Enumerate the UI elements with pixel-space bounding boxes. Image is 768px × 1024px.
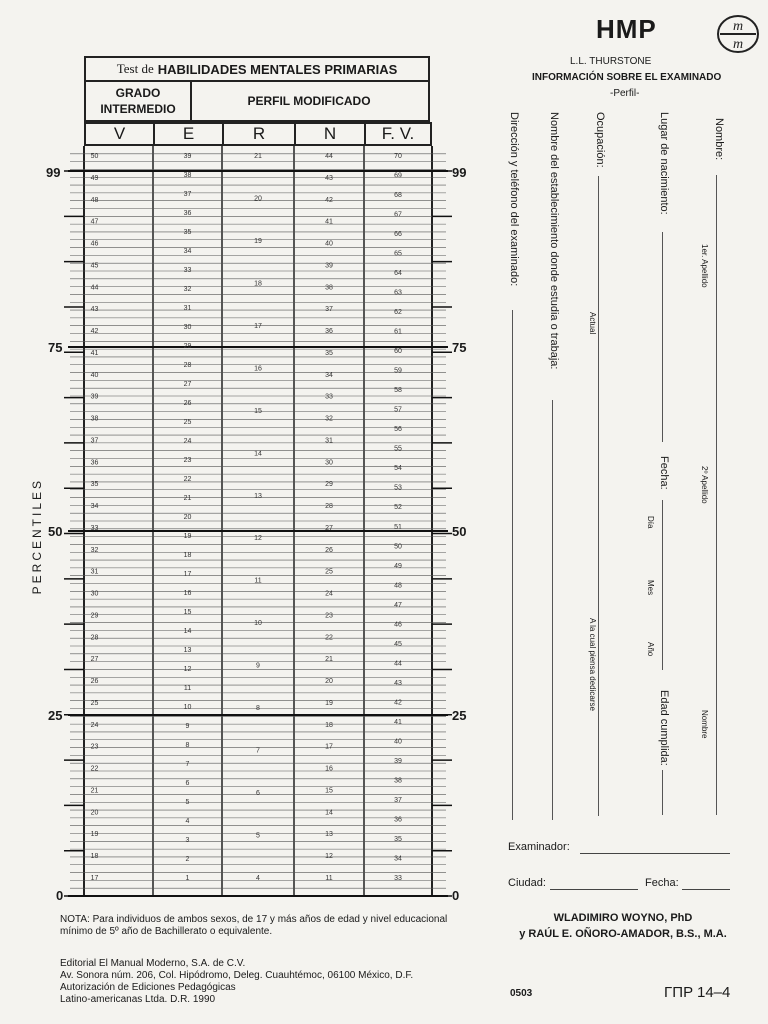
score-label-fv: 40 — [394, 738, 402, 746]
lugar-nacimiento-label: Lugar de nacimiento: — [658, 112, 670, 215]
score-label-e: 34 — [183, 248, 192, 255]
score-label-fv: 34 — [394, 855, 402, 863]
score-label-e: 8 — [185, 742, 190, 749]
score-label-e: 3 — [185, 837, 190, 844]
score-label-fv: 62 — [394, 309, 402, 317]
score-label-v: 22 — [90, 765, 99, 773]
score-label-fv: 44 — [394, 660, 402, 668]
score-label-fv: 59 — [394, 367, 402, 375]
score-label-r: 13 — [254, 492, 262, 500]
score-label-fv: 50 — [394, 543, 402, 551]
score-label-v: 27 — [90, 656, 99, 664]
score-label-e: 7 — [185, 761, 190, 768]
nota-text: NOTA: Para individuos de ambos sexos, de 17 y más años de edad y nivel educacional mínimo de 5º año de Bachillerato o equivalente. — [60, 914, 448, 937]
authors-line2: y RAÚL E. OÑORO-AMADOR, B.S., M.A. — [519, 928, 727, 940]
score-label-fv: 41 — [394, 718, 402, 726]
fecha-label: Fecha: — [658, 456, 670, 490]
score-label-n: 37 — [325, 306, 333, 314]
ocupacion-line[interactable] — [598, 176, 599, 816]
score-label-e: 30 — [183, 324, 192, 331]
score-label-r: 19 — [254, 237, 262, 245]
author-name: L.L. THURSTONE — [570, 56, 652, 67]
score-label-v: 35 — [90, 481, 99, 489]
grade-line2: INTERMEDIO — [100, 102, 176, 116]
score-label-fv: 63 — [394, 289, 402, 297]
score-label-n: 23 — [325, 612, 333, 620]
score-label-fv: 47 — [394, 601, 402, 609]
column-header-r: R — [222, 122, 296, 146]
form-code: 0503 — [510, 988, 533, 999]
percentile-0-right: 0 — [452, 888, 460, 903]
score-label-n: 38 — [325, 284, 333, 292]
percentile-50-left: 50 — [48, 524, 63, 539]
score-label-v: 40 — [90, 371, 99, 379]
score-label-e: 33 — [183, 267, 192, 274]
score-label-r: 16 — [254, 365, 262, 373]
score-label-n: 42 — [325, 196, 333, 204]
score-label-v: 42 — [90, 328, 99, 336]
score-label-fv: 69 — [394, 172, 402, 180]
score-label-v: 39 — [90, 393, 99, 401]
score-label-n: 40 — [325, 240, 333, 248]
score-label-fv: 60 — [394, 348, 402, 356]
score-label-fv: 45 — [394, 640, 402, 648]
establecimiento-label: Nombre del establecimiento donde estudia o trabaja: — [548, 112, 560, 370]
apellido2-caption: 2º Apellido — [700, 466, 709, 504]
actual-caption: Actual — [588, 312, 597, 335]
score-label-n: 43 — [325, 174, 333, 182]
score-label-fv: 48 — [394, 582, 402, 590]
score-label-fv: 39 — [394, 757, 402, 765]
score-label-e: 22 — [183, 476, 192, 483]
score-label-e: 15 — [183, 609, 192, 616]
direccion-label: Dirección y teléfono del examinado: — [508, 112, 520, 287]
nombre-line[interactable] — [716, 175, 717, 815]
score-label-n: 24 — [325, 590, 333, 598]
score-label-fv: 33 — [394, 875, 402, 882]
score-label-r: 11 — [254, 577, 262, 585]
score-label-e: 20 — [183, 514, 192, 521]
percentile-75-right: 75 — [452, 340, 467, 355]
score-label-n: 30 — [325, 459, 333, 467]
score-label-n: 22 — [325, 634, 333, 642]
score-label-e: 39 — [183, 153, 192, 160]
score-label-v: 41 — [90, 349, 99, 357]
score-label-e: 6 — [185, 780, 190, 787]
score-label-n: 16 — [325, 765, 333, 773]
score-label-n: 29 — [325, 481, 333, 489]
ciudad-line[interactable] — [550, 889, 638, 890]
score-label-v: 47 — [90, 218, 99, 226]
test-title-prefix: Test de — [116, 61, 154, 76]
direccion-line[interactable] — [512, 310, 513, 820]
anio-caption: Año — [646, 642, 655, 657]
score-label-v: 44 — [90, 284, 99, 292]
score-label-fv: 36 — [394, 816, 402, 824]
score-label-n: 17 — [325, 743, 333, 751]
establecimiento-line[interactable] — [552, 400, 553, 820]
score-label-e: 38 — [183, 172, 192, 179]
score-label-fv: 49 — [394, 562, 402, 570]
score-label-n: 20 — [325, 678, 333, 686]
score-label-e: 18 — [183, 552, 192, 559]
score-label-n: 26 — [325, 546, 333, 554]
score-label-e: 12 — [183, 666, 192, 673]
score-label-fv: 52 — [394, 504, 402, 512]
score-label-fv: 64 — [394, 270, 402, 278]
score-label-e: 13 — [183, 647, 192, 654]
score-label-r: 12 — [254, 535, 262, 543]
score-label-v: 50 — [90, 153, 99, 160]
score-label-fv: 58 — [394, 387, 402, 395]
score-label-e: 14 — [183, 628, 192, 635]
score-label-e: 29 — [183, 343, 192, 350]
score-label-r: 20 — [254, 195, 262, 203]
score-label-v: 36 — [90, 459, 99, 467]
score-label-e: 35 — [183, 229, 192, 236]
percentile-99-left: 99 — [46, 165, 61, 180]
score-label-fv: 42 — [394, 699, 402, 707]
score-label-n: 13 — [325, 831, 333, 839]
score-label-n: 32 — [325, 415, 333, 423]
score-label-v: 29 — [90, 612, 99, 620]
score-label-v: 34 — [90, 503, 99, 511]
fecha2-label: Fecha: — [645, 877, 679, 889]
brand-title: HMP — [596, 14, 657, 44]
mes-caption: Mes — [646, 580, 655, 596]
publisher-line3: Autorización de Ediciones Pedagógicas — [60, 982, 236, 993]
score-label-v: 20 — [90, 809, 99, 817]
score-label-e: 36 — [183, 210, 192, 217]
edad-line[interactable] — [662, 770, 663, 815]
score-label-fv: 38 — [394, 777, 402, 785]
svg-text:m: m — [732, 37, 744, 52]
score-label-n: 12 — [325, 853, 333, 861]
score-label-v: 18 — [90, 853, 99, 861]
score-label-fv: 57 — [394, 406, 402, 414]
score-label-e: 16 — [183, 590, 192, 597]
score-label-e: 37 — [183, 191, 192, 198]
score-label-r: 6 — [256, 790, 260, 798]
score-label-r: 15 — [254, 407, 262, 415]
score-label-n: 19 — [325, 699, 333, 707]
ciudad-label: Ciudad: — [508, 877, 546, 889]
score-label-e: 9 — [185, 723, 190, 730]
score-label-n: 18 — [325, 721, 333, 729]
percentile-50-right: 50 — [452, 524, 467, 539]
score-label-v: 28 — [90, 634, 99, 642]
score-label-fv: 67 — [394, 211, 402, 219]
score-label-r: 21 — [254, 153, 262, 160]
score-label-e: 23 — [183, 457, 192, 464]
score-label-e: 11 — [183, 685, 192, 692]
score-label-fv: 54 — [394, 465, 402, 473]
nombre-label: Nombre: — [713, 118, 725, 161]
authors-line1: WLADIMIRO WOYNO, PhD — [553, 912, 693, 924]
test-title-main: HABILIDADES MENTALES PRIMARIAS — [157, 61, 398, 77]
score-label-v: 17 — [90, 875, 99, 882]
percentile-0-left: 0 — [56, 888, 64, 903]
score-label-v: 37 — [90, 437, 99, 445]
dedicarse-caption: A la cual piensa dedicarse — [588, 618, 597, 711]
score-label-v: 46 — [90, 240, 99, 248]
score-label-e: 26 — [183, 400, 192, 407]
score-label-fv: 37 — [394, 796, 402, 804]
score-label-e: 17 — [183, 571, 192, 578]
score-label-r: 17 — [254, 322, 262, 330]
grade-line1: GRADO — [115, 86, 161, 100]
score-label-n: 44 — [325, 153, 333, 160]
apellido1-caption: 1er. Apellido — [700, 244, 709, 288]
percentile-75-left: 75 — [48, 340, 63, 355]
publisher-line2: Av. Sonora núm. 206, Col. Hipódromo, Deleg. Cuauhtémoc, 06100 México, D.F. — [60, 970, 414, 981]
score-label-e: 4 — [185, 818, 190, 825]
score-label-r: 9 — [256, 662, 260, 670]
score-label-n: 14 — [325, 809, 333, 817]
score-label-v: 48 — [90, 196, 99, 204]
score-label-fv: 61 — [394, 328, 402, 336]
form-id: ΓΠP 14–4 — [664, 984, 731, 1001]
score-label-v: 30 — [90, 590, 99, 598]
info-title: INFORMACIÓN SOBRE EL EXAMINADO — [532, 72, 722, 83]
score-label-n: 25 — [325, 568, 333, 576]
score-label-r: 14 — [254, 450, 262, 458]
score-label-e: 10 — [183, 704, 192, 711]
score-label-r: 8 — [256, 705, 260, 713]
column-header-e: E — [153, 122, 224, 146]
score-label-e: 27 — [183, 381, 192, 388]
profile-title: PERFIL MODIFICADO — [190, 82, 430, 122]
score-label-e: 32 — [183, 286, 192, 293]
score-label-r: 5 — [256, 832, 260, 840]
score-label-e: 5 — [185, 799, 190, 806]
percentile-25-right: 25 — [452, 708, 467, 723]
score-label-fv: 53 — [394, 484, 402, 492]
nombre-caption: Nombre — [700, 710, 709, 739]
score-label-fv: 43 — [394, 679, 402, 687]
score-label-e: 19 — [183, 533, 192, 540]
score-label-v: 24 — [90, 721, 99, 729]
examinador-label: Examinador: — [508, 841, 570, 853]
score-label-v: 49 — [90, 174, 99, 182]
score-label-fv: 56 — [394, 426, 402, 434]
score-label-n: 31 — [325, 437, 333, 445]
score-label-n: 41 — [325, 218, 333, 226]
score-label-fv: 35 — [394, 835, 402, 843]
score-label-e: 31 — [183, 305, 192, 312]
score-label-e: 2 — [185, 856, 190, 863]
score-label-n: 36 — [325, 328, 333, 336]
score-label-v: 32 — [90, 546, 99, 554]
svg-text:m: m — [732, 19, 744, 34]
score-label-v: 26 — [90, 678, 99, 686]
score-label-fv: 70 — [394, 153, 402, 160]
score-label-v: 45 — [90, 262, 99, 270]
score-label-fv: 46 — [394, 621, 402, 629]
score-label-fv: 65 — [394, 250, 402, 258]
column-header-v: V — [84, 122, 155, 146]
ocupacion-label: Ocupación: — [594, 112, 606, 168]
score-label-n: 11 — [325, 875, 333, 882]
score-label-r: 18 — [254, 280, 262, 288]
score-label-v: 21 — [90, 787, 99, 795]
score-label-n: 21 — [325, 656, 333, 664]
publisher-line1: Editorial El Manual Moderno, S.A. de C.V. — [60, 958, 246, 969]
fecha-line[interactable] — [662, 500, 663, 670]
info-subtitle: -Perfil- — [610, 88, 640, 99]
score-label-fv: 55 — [394, 445, 402, 453]
score-label-v: 43 — [90, 306, 99, 314]
score-label-fv: 51 — [394, 523, 402, 531]
score-label-n: 39 — [325, 262, 333, 270]
edad-label: Edad cumplida: — [658, 690, 670, 766]
publisher-line4: Latino-americanas Ltda. D.R. 1990 — [60, 994, 216, 1005]
score-label-e: 1 — [185, 875, 190, 882]
percentiles-axis-label: PERCENTILES — [30, 478, 44, 595]
score-label-n: 33 — [325, 393, 333, 401]
percentile-25-left: 25 — [48, 708, 63, 723]
score-label-v: 19 — [90, 831, 99, 839]
score-label-n: 34 — [325, 371, 333, 379]
score-label-v: 38 — [90, 415, 99, 423]
score-label-v: 25 — [90, 699, 99, 707]
score-label-v: 31 — [90, 568, 99, 576]
score-label-r: 4 — [256, 875, 260, 882]
score-label-v: 33 — [90, 524, 99, 532]
score-label-r: 7 — [256, 747, 260, 755]
score-label-n: 35 — [325, 349, 333, 357]
score-label-e: 21 — [183, 495, 192, 502]
fecha2-line[interactable] — [682, 889, 730, 890]
examinador-line[interactable] — [580, 853, 730, 854]
lugar-nacimiento-line[interactable] — [662, 232, 663, 442]
score-label-e: 24 — [183, 438, 192, 445]
column-header-n: N — [294, 122, 366, 146]
score-label-fv: 66 — [394, 231, 402, 239]
column-header-fv: F. V. — [364, 122, 432, 146]
score-label-fv: 68 — [394, 192, 402, 200]
percentile-99-right: 99 — [452, 165, 467, 180]
score-label-n: 15 — [325, 787, 333, 795]
score-label-n: 27 — [325, 524, 333, 532]
score-label-e: 28 — [183, 362, 192, 369]
score-label-r: 10 — [254, 620, 262, 628]
dia-caption: Día — [646, 516, 655, 529]
score-label-e: 25 — [183, 419, 192, 426]
score-label-n: 28 — [325, 503, 333, 511]
score-label-v: 23 — [90, 743, 99, 751]
